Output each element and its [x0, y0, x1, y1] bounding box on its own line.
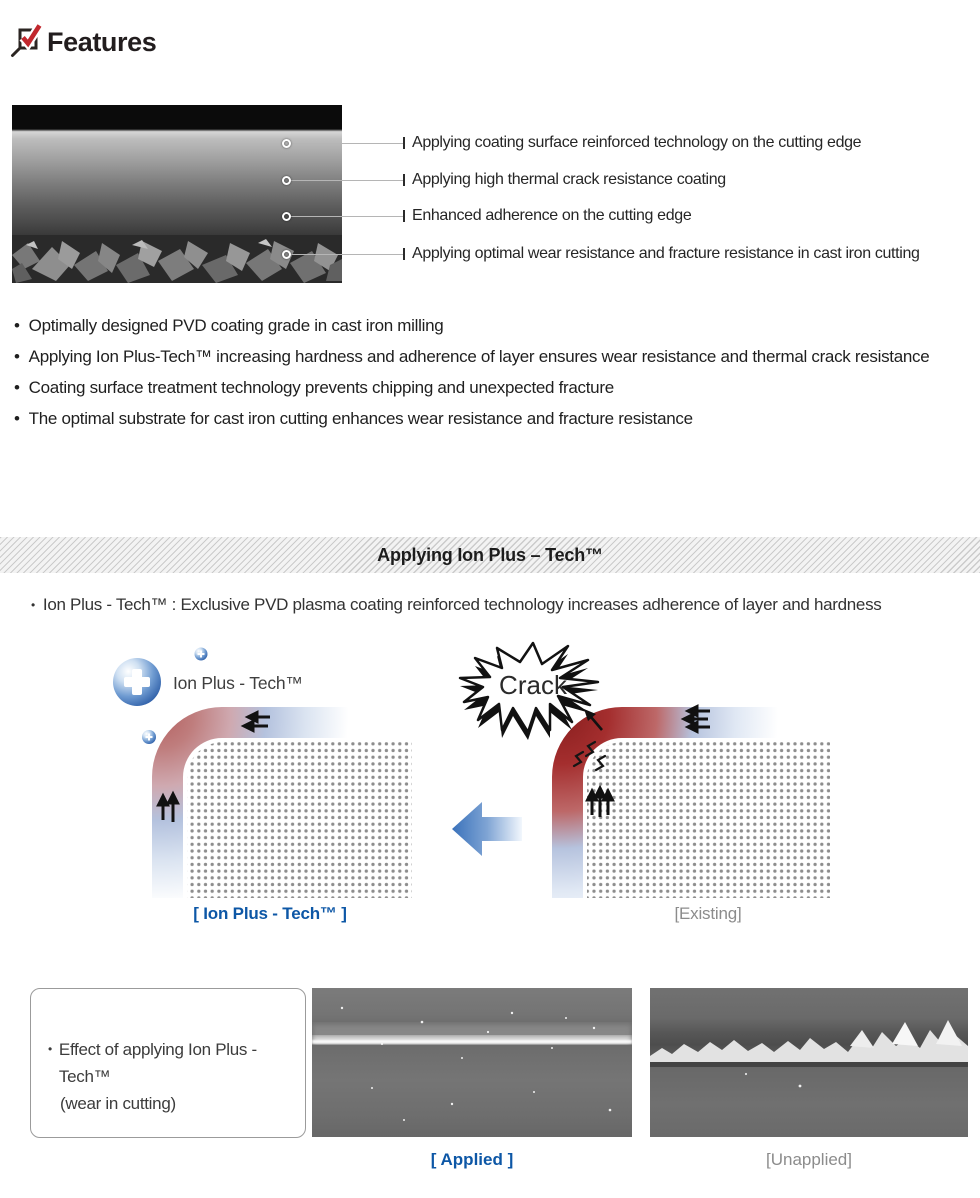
callout-connector-line [291, 180, 403, 181]
feature-text: Coating surface treatment technology prevents chipping and unexpected fracture [28, 378, 614, 397]
ion-plus-description: Ion Plus - Tech™ : Exclusive PVD plasma coating reinforced technology increases adherence of layer and hardness [42, 595, 882, 614]
feature-item [14, 347, 929, 366]
bullet-icon: • [14, 316, 20, 335]
applied-wear-image [312, 988, 632, 1137]
callout-marker-circle-icon [282, 212, 291, 221]
callout-connector-line [291, 143, 403, 144]
callout-marker-circle-icon [282, 176, 291, 185]
feature-item [14, 409, 929, 428]
callout-label: Applying coating surface reinforced technology on the cutting edge [412, 134, 862, 151]
callout-row [282, 245, 920, 263]
feature-item [14, 378, 929, 397]
stress-arrows-top [684, 707, 710, 732]
callout-label: Applying optimal wear resistance and fracture resistance in cast iron cutting [412, 245, 920, 262]
unapplied-caption: [Unapplied] [765, 1150, 852, 1169]
callout-label: Applying high thermal crack resistance coating [412, 171, 726, 188]
feature-text: Optimally designed PVD coating grade in cast iron milling [28, 316, 444, 335]
callout-connector-line [291, 216, 403, 217]
page-title: Features [47, 27, 157, 57]
feature-text: The optimal substrate for cast iron cutting enhances wear resistance and fracture resistance [28, 409, 693, 428]
section-banner [0, 537, 980, 573]
compare-arrow-icon [452, 800, 522, 858]
applied-caption: [ Applied ] [430, 1150, 514, 1169]
callout-row [282, 207, 691, 225]
diagram-left-caption: [ Ion Plus - Tech™ ] [193, 904, 347, 923]
effect-note-line2: (wear in cutting) [60, 1094, 176, 1113]
unapplied-wear-deposits [650, 988, 968, 1137]
diagram-right-caption: [Existing] [674, 904, 742, 923]
callout-connector-line [291, 254, 403, 255]
unapplied-wear-image [650, 988, 968, 1137]
stress-arrows-left [588, 788, 613, 817]
features-list [14, 316, 929, 440]
ion-sphere-large-icon [113, 658, 161, 706]
applied-wear-line [312, 988, 632, 1137]
feature-item [14, 316, 929, 335]
substrate-dots [187, 742, 412, 898]
crack-label: Crack [499, 670, 567, 700]
substrate-dots [587, 742, 830, 898]
effect-note-line1: Effect of applying Ion Plus - Tech™ [58, 1040, 257, 1086]
effect-note-box [30, 988, 306, 1138]
diagram-existing [450, 640, 835, 905]
diagram-left-label: Ion Plus - Tech™ [173, 673, 303, 693]
callout-marker-circle-icon [282, 139, 291, 148]
bullet-icon: • [14, 347, 20, 366]
banner-title: Applying Ion Plus – Tech™ [377, 544, 603, 565]
callout-marker-circle-icon [282, 250, 291, 259]
features-check-icon [10, 18, 48, 58]
bullet-icon: • [14, 409, 20, 428]
callout-row [282, 171, 726, 189]
callout-row [282, 134, 861, 152]
callout-tick [403, 174, 405, 186]
bullet-icon: • [31, 598, 35, 612]
callout-label: Enhanced adherence on the cutting edge [412, 207, 692, 224]
callout-tick [403, 210, 405, 222]
feature-text: Applying Ion Plus-Tech™ increasing hardness and adherence of layer ensures wear resistance and thermal crack resistance [28, 347, 930, 366]
callout-tick [403, 248, 405, 260]
ion-sphere-small-icon [142, 730, 156, 744]
ion-plus-description-row [31, 595, 882, 615]
bullet-icon: • [14, 378, 20, 397]
effect-note-text [48, 1036, 305, 1117]
ion-sphere-small-icon [195, 648, 208, 661]
callout-tick [403, 137, 405, 149]
bullet-icon: • [48, 1042, 52, 1056]
